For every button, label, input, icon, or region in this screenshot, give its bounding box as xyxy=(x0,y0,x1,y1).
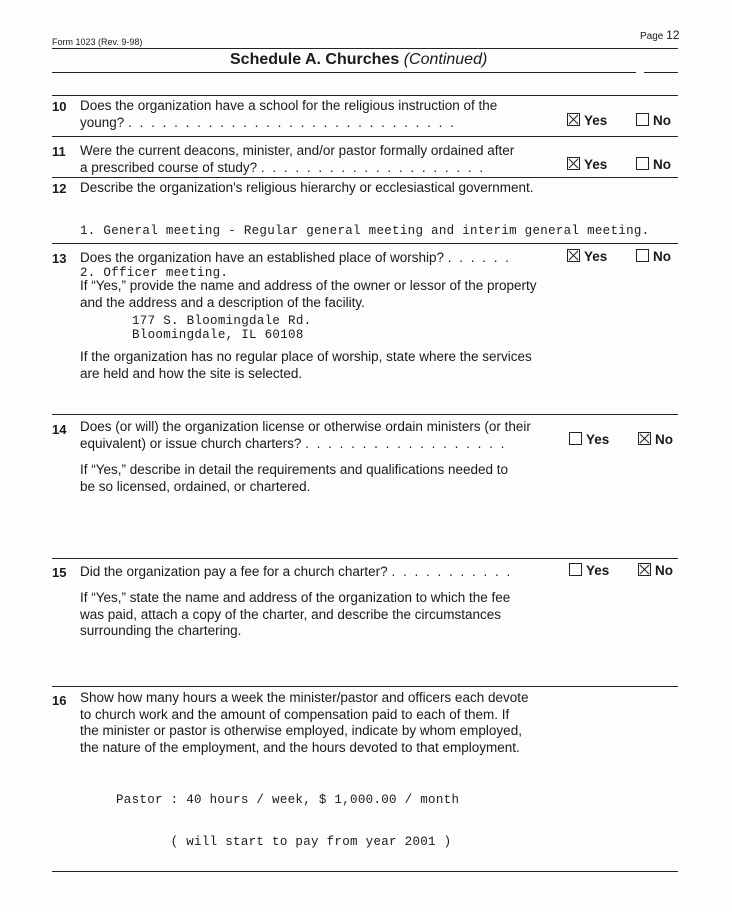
q13-answer-line: 177 S. Bloomingdale Rd. xyxy=(132,314,312,328)
q15-no-option[interactable] xyxy=(638,563,673,578)
q14-sub-line: If “Yes,” describe in detail the requirements and qualifications needed to xyxy=(80,462,509,477)
q15-yes-option[interactable] xyxy=(569,563,609,578)
no-label: No xyxy=(655,563,673,578)
q12-answer-line: 1. General meeting - Regular general meeting and interim general meeting. xyxy=(80,224,650,238)
q11-no-option[interactable] xyxy=(636,157,671,172)
q15-no-checkbox[interactable] xyxy=(638,563,651,576)
q14-line: equivalent) or issue church charters? xyxy=(80,435,302,451)
title-suffix: (Continued) xyxy=(403,51,488,68)
q12-number: 12 xyxy=(52,181,67,196)
q16-answer-line: ( will start to pay from year 2001 ) xyxy=(116,835,452,849)
q10-number: 10 xyxy=(52,99,67,114)
q11-number: 11 xyxy=(52,144,66,159)
q15-subtext xyxy=(80,590,570,640)
yes-label: Yes xyxy=(584,157,608,172)
q13-sub-line: If “Yes,” provide the name and address of the owner or lessor of the property xyxy=(80,278,537,293)
q13-yes-option[interactable] xyxy=(567,249,607,264)
q10-line: young? xyxy=(80,114,125,130)
q15-line: Did the organization pay a fee for a church charter? xyxy=(80,564,388,579)
yes-label: Yes xyxy=(586,432,610,447)
no-label: No xyxy=(653,157,671,172)
page-number: 12 xyxy=(666,28,680,42)
q13-text: Does the organization have an established place of worship? . . . . . . xyxy=(80,250,512,265)
q13-yes-checkbox[interactable] xyxy=(567,249,580,262)
yes-label: Yes xyxy=(584,249,608,264)
q11-no-checkbox[interactable] xyxy=(636,157,649,170)
q14-subtext xyxy=(80,462,570,495)
no-label: No xyxy=(653,113,671,128)
page-title xyxy=(230,51,487,69)
q13-subtext xyxy=(80,278,570,311)
q12-text: Describe the organization's religious hierarchy or ecclesiastical government. xyxy=(80,180,534,195)
q16-text xyxy=(80,690,580,756)
q13-answer-line: Bloomingdale, IL 60108 xyxy=(132,328,304,342)
q11-line: a prescribed course of study? xyxy=(80,159,258,175)
q16-line: the nature of the employment, and the hours devoted to that employment. xyxy=(80,739,520,755)
q10-text: Does the organization have a school for the religious instruction of the young? . . . . . . . . . . . . . . . . . . . . . . . . . . . . . xyxy=(80,98,560,131)
q15-number: 15 xyxy=(52,565,67,580)
q16-line: to church work and the amount of compensation paid to each of them. If xyxy=(80,706,510,722)
yes-label: Yes xyxy=(584,113,608,128)
yes-label: Yes xyxy=(586,563,610,578)
q13-sub-line: are held and how the site is selected. xyxy=(80,365,303,381)
q14-no-option[interactable] xyxy=(638,432,673,447)
q15-yes-checkbox[interactable] xyxy=(569,563,582,576)
q10-no-checkbox[interactable] xyxy=(636,113,649,126)
q13-no-option[interactable] xyxy=(636,249,671,264)
page-label: Page xyxy=(640,31,664,42)
q15-text: Did the organization pay a fee for a church charter? . . . . . . . . . . . xyxy=(80,564,513,579)
q12-answer-line: 2. Officer meeting. xyxy=(80,266,229,280)
q13-sub-line: If the organization has no regular place of worship, state where the services xyxy=(80,349,532,364)
q14-line: Does (or will) the organization license or otherwise ordain ministers (or their xyxy=(80,419,531,434)
q10-yes-option[interactable] xyxy=(567,113,607,128)
title-main: Schedule A. Churches xyxy=(230,51,400,68)
q13-answer xyxy=(132,314,311,342)
q11-line: Were the current deacons, minister, and/or pastor formally ordained after xyxy=(80,143,515,158)
q16-number: 16 xyxy=(52,693,67,708)
q11-text: Were the current deacons, minister, and/or pastor formally ordained after a prescribed course of study? . . . . . . . . . . . . . . . . . . . . xyxy=(80,143,560,176)
q11-yes-checkbox[interactable] xyxy=(567,157,580,170)
q10-yes-checkbox[interactable] xyxy=(567,113,580,126)
page-number-label xyxy=(640,28,680,42)
q13-sub-line: and the address and a description of the facility. xyxy=(80,294,365,310)
q14-no-checkbox[interactable] xyxy=(638,432,651,445)
no-label: No xyxy=(655,432,673,447)
q14-number: 14 xyxy=(52,422,67,437)
q13-subtext-2 xyxy=(80,349,570,382)
q10-no-option[interactable] xyxy=(636,113,671,128)
q10-line: Does the organization have a school for the religious instruction of the xyxy=(80,98,498,113)
q14-text: Does (or will) the organization license or otherwise ordain ministers (or their equivalent) or issue church charters? . . . . . . . . . . . . . . . . . . xyxy=(80,419,570,452)
q15-sub-line: surrounding the chartering. xyxy=(80,623,242,638)
no-label: No xyxy=(653,249,671,264)
q16-line: Show how many hours a week the minister/pastor and officers each devote xyxy=(80,690,529,705)
q13-number: 13 xyxy=(52,251,67,266)
q16-line: the minister or pastor is otherwise employed, indicate by whom employed, xyxy=(80,723,522,738)
q16-answer-line: Pastor : 40 hours / week, $ 1,000.00 / month xyxy=(116,793,460,807)
q14-yes-checkbox[interactable] xyxy=(569,432,582,445)
q15-sub-line: was paid, attach a copy of the charter, and describe the circumstances xyxy=(80,606,501,622)
q14-yes-option[interactable] xyxy=(569,432,609,447)
q13-line: Does the organization have an established place of worship? xyxy=(80,250,444,265)
q14-sub-line: be so licensed, ordained, or chartered. xyxy=(80,478,311,494)
q11-yes-option[interactable] xyxy=(567,157,607,172)
q13-no-checkbox[interactable] xyxy=(636,249,649,262)
q16-answer xyxy=(116,765,459,863)
q15-sub-line: If “Yes,” state the name and address of the organization to which the fee xyxy=(80,590,511,605)
form-id: Form 1023 (Rev. 9-98) xyxy=(52,37,143,47)
